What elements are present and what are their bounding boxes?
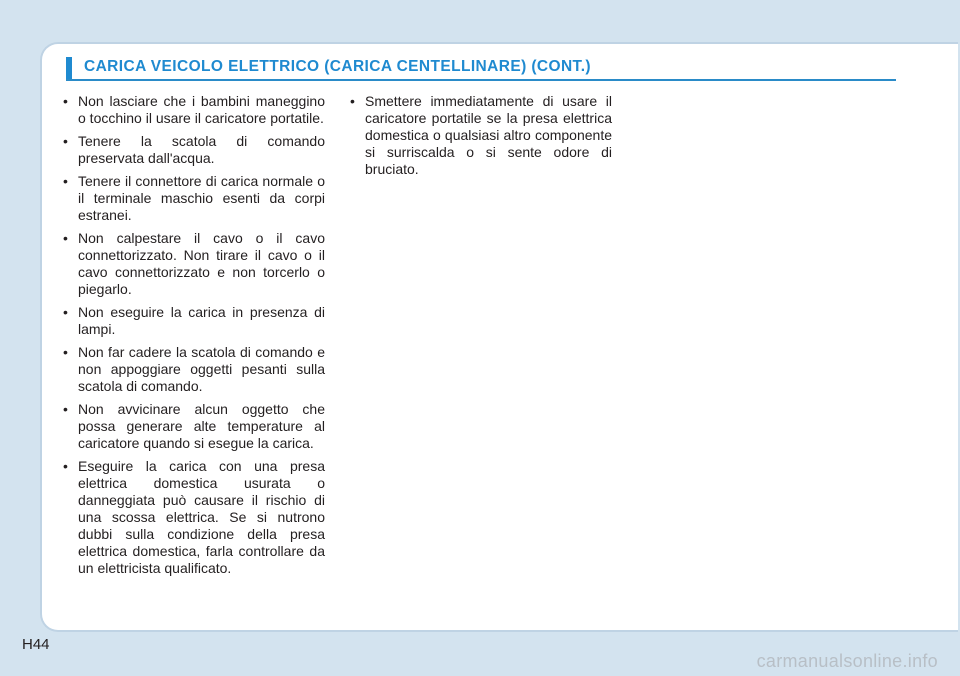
bullet-item <box>63 230 325 298</box>
right-column <box>350 93 612 184</box>
bullet-text: Non eseguire la carica in presenza di lampi. <box>78 304 325 337</box>
bullet-dot-icon: • <box>63 173 68 189</box>
bullet-item <box>63 401 325 452</box>
bullet-item <box>350 93 612 178</box>
bullet-dot-icon: • <box>63 401 68 417</box>
bullet-dot-icon: • <box>350 93 355 109</box>
bullet-text: Non far cadere la scatola di comando e non appoggiare oggetti pesanti sulla scatola di comando. <box>78 344 325 394</box>
bullet-item <box>63 173 325 224</box>
bullet-item <box>63 458 325 577</box>
bullet-text: Eseguire la carica con una presa elettrica domestica usurata o danneggiata può causare il rischio di una scossa elettrica. Se si nutrono dubbi sulla condizione della presa elettrica domestica, farla controllare da un elettricista qualificato. <box>78 458 325 576</box>
bullet-item <box>63 344 325 395</box>
bullet-item <box>63 304 325 338</box>
bullet-dot-icon: • <box>63 230 68 246</box>
bullet-dot-icon: • <box>63 133 68 149</box>
bullet-item <box>63 133 325 167</box>
bullet-dot-icon: • <box>63 93 68 109</box>
bullet-text: Non calpestare il cavo o il cavo connettorizzato. Non tirare il cavo o il cavo connettorizzato e non torcerlo o piegarlo. <box>78 230 325 297</box>
bullet-dot-icon: • <box>63 458 68 474</box>
bullet-text: Non avvicinare alcun oggetto che possa generare alte temperature al caricatore quando si esegue la carica. <box>78 401 325 451</box>
section-title: CARICA VEICOLO ELETTRICO (CARICA CENTELLINARE) (CONT.) <box>84 58 591 75</box>
section-header <box>66 57 896 81</box>
bullet-text: Smettere immediatamente di usare il caricatore portatile se la presa elettrica domestica o qualsiasi altro componente si surriscalda o si sente odore di bruciato. <box>365 93 612 177</box>
watermark: carmanualsonline.info <box>756 651 938 671</box>
bullet-dot-icon: • <box>63 304 68 320</box>
header-accent-bar <box>66 57 72 79</box>
bullet-text: Tenere il connettore di carica normale o il terminale maschio esenti da corpi estranei. <box>78 173 325 223</box>
bullet-dot-icon: • <box>63 344 68 360</box>
page-number: H44 <box>22 636 50 653</box>
bullet-text: Non lasciare che i bambini maneggino o tocchino il usare il caricatore portatile. <box>78 93 325 126</box>
left-column <box>63 93 325 583</box>
bullet-item <box>63 93 325 127</box>
bullet-text: Tenere la scatola di comando preservata dall'acqua. <box>78 133 325 166</box>
